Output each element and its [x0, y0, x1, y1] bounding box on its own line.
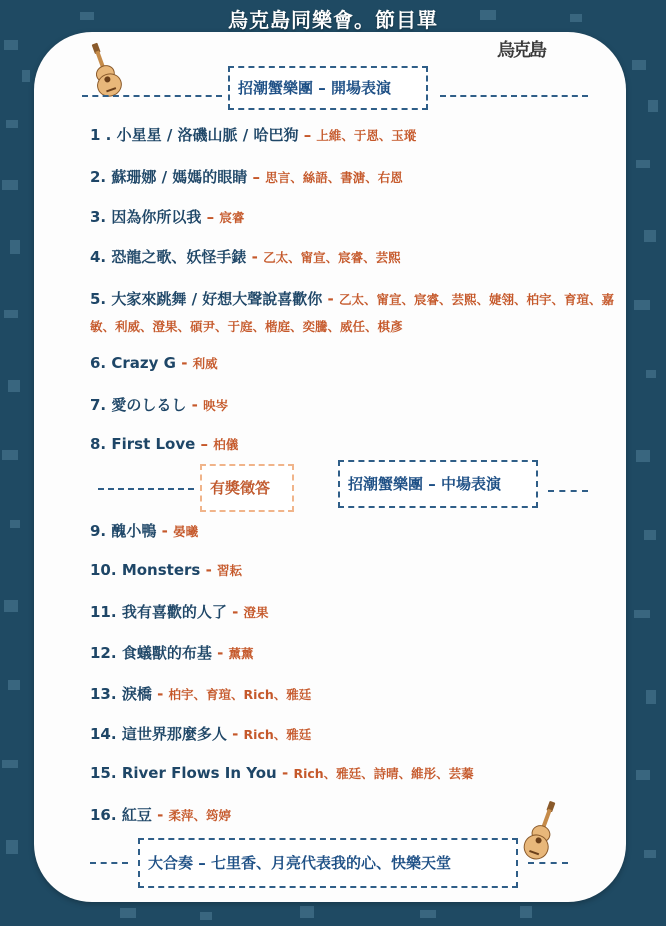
- divider-line: [90, 862, 128, 864]
- program-item: 9. 醜小鴨 - 晏曦: [90, 522, 199, 540]
- program-item: 1 . 小星星 / 洛磯山脈 / 哈巴狗 – 上維、于恩、玉瑽: [90, 126, 417, 144]
- divider-line: [98, 488, 194, 490]
- program-item: 8. First Love – 柏儀: [90, 435, 239, 453]
- program-item: 16. 紅豆 - 柔萍、筠婷: [90, 806, 232, 824]
- program-item: 3. 因為你所以我 – 宸睿: [90, 208, 245, 226]
- program-item: 11. 我有喜歡的人了 - 澄果: [90, 603, 269, 621]
- program-item: 6. Crazy G - 利威: [90, 354, 218, 372]
- program-item: 10. Monsters - 習耘: [90, 561, 243, 579]
- section-finale: 大合奏 – 七里香、月亮代表我的心、快樂天堂: [138, 838, 518, 888]
- section-opening: 招潮蟹樂團 – 開場表演: [228, 66, 428, 110]
- program-item: 7. 愛のしるし - 映岑: [90, 396, 229, 414]
- page-title: 烏克島同樂會。節目單: [228, 8, 438, 32]
- logo-text: 烏克島: [497, 40, 545, 61]
- divider-line: [82, 95, 222, 97]
- program-item: 14. 這世界那麼多人 - Rich、雅廷: [90, 725, 312, 743]
- section-quiz: 有獎徵答: [200, 464, 294, 512]
- program-item: 4. 恐龍之歌、妖怪手錶 - 乙太、甯宣、宸睿、芸熙: [90, 248, 401, 266]
- logo: [497, 36, 551, 66]
- program-item: 2. 蘇珊娜 / 媽媽的眼睛 – 思言、絲語、書溏、右恩: [90, 168, 403, 186]
- ukulele-icon: [520, 798, 564, 868]
- program-item: 13. 淚橋 - 柏宇、育瑄、Rich、雅廷: [90, 685, 312, 703]
- divider-line: [528, 862, 568, 864]
- program-item: 12. 食蟻獸的布基 - 薰薰: [90, 644, 254, 662]
- section-middle: 招潮蟹樂團 – 中場表演: [338, 460, 538, 508]
- program-item: 15. River Flows In You - Rich、雅廷、詩晴、維彤、芸蓁: [90, 764, 474, 782]
- program-item: 5. 大家來跳舞 / 好想大聲說喜歡你 - 乙太、甯宣、宸睿、芸熙、婕翎、柏宇、育瑄、嘉敏、利威、澄果、碩尹、于庭、楷庭、奕騰、威任、棋彥: [90, 290, 615, 334]
- divider-line: [440, 95, 588, 97]
- divider-line: [548, 490, 588, 492]
